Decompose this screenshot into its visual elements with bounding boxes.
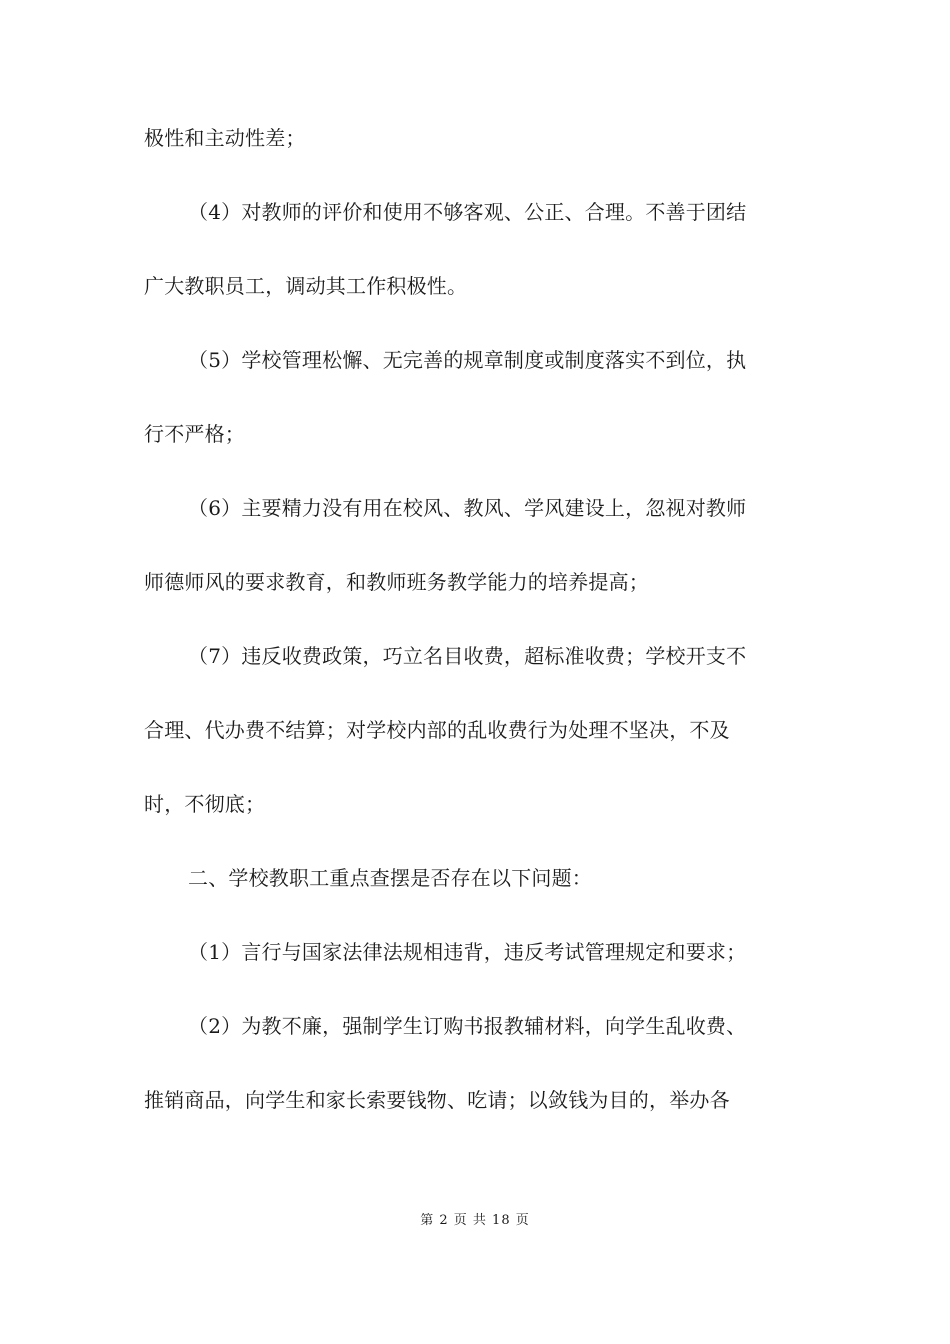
text-line: 推销商品，向学生和家长索要钱物、吃请；以敛钱为目的，举办各 [144, 1088, 730, 1112]
text-line: 时，不彻底； [144, 792, 266, 816]
text-line: 广大教职员工，调动其工作积极性。 [144, 274, 468, 298]
text-line: （5）学校管理松懈、无完善的规章制度或制度落实不到位，执 [188, 348, 747, 372]
text-line: （7）违反收费政策，巧立名目收费，超标准收费；学校开支不 [188, 644, 747, 668]
text-line: （6）主要精力没有用在校风、教风、学风建设上，忽视对教师 [188, 496, 747, 520]
text-line: （1）言行与国家法律法规相违背，违反考试管理规定和要求； [188, 940, 747, 964]
text-line: 师德师风的要求教育，和教师班务教学能力的培养提高； [144, 570, 649, 594]
text-line: 极性和主动性差； [144, 126, 306, 150]
page-number-footer: 第 2 页 共 18 页 [420, 1213, 530, 1228]
text-line: （2）为教不廉，强制学生订购书报教辅材料，向学生乱收费、 [188, 1014, 747, 1038]
text-line: 行不严格； [144, 422, 245, 446]
text-line: 合理、代办费不结算；对学校内部的乱收费行为处理不坚决，不及 [144, 718, 730, 742]
text-line: （4）对教师的评价和使用不够客观、公正、合理。不善于团结 [188, 200, 747, 224]
section-heading: 二、学校教职工重点查摆是否存在以下问题： [188, 866, 592, 890]
document-body [144, 128, 808, 1164]
